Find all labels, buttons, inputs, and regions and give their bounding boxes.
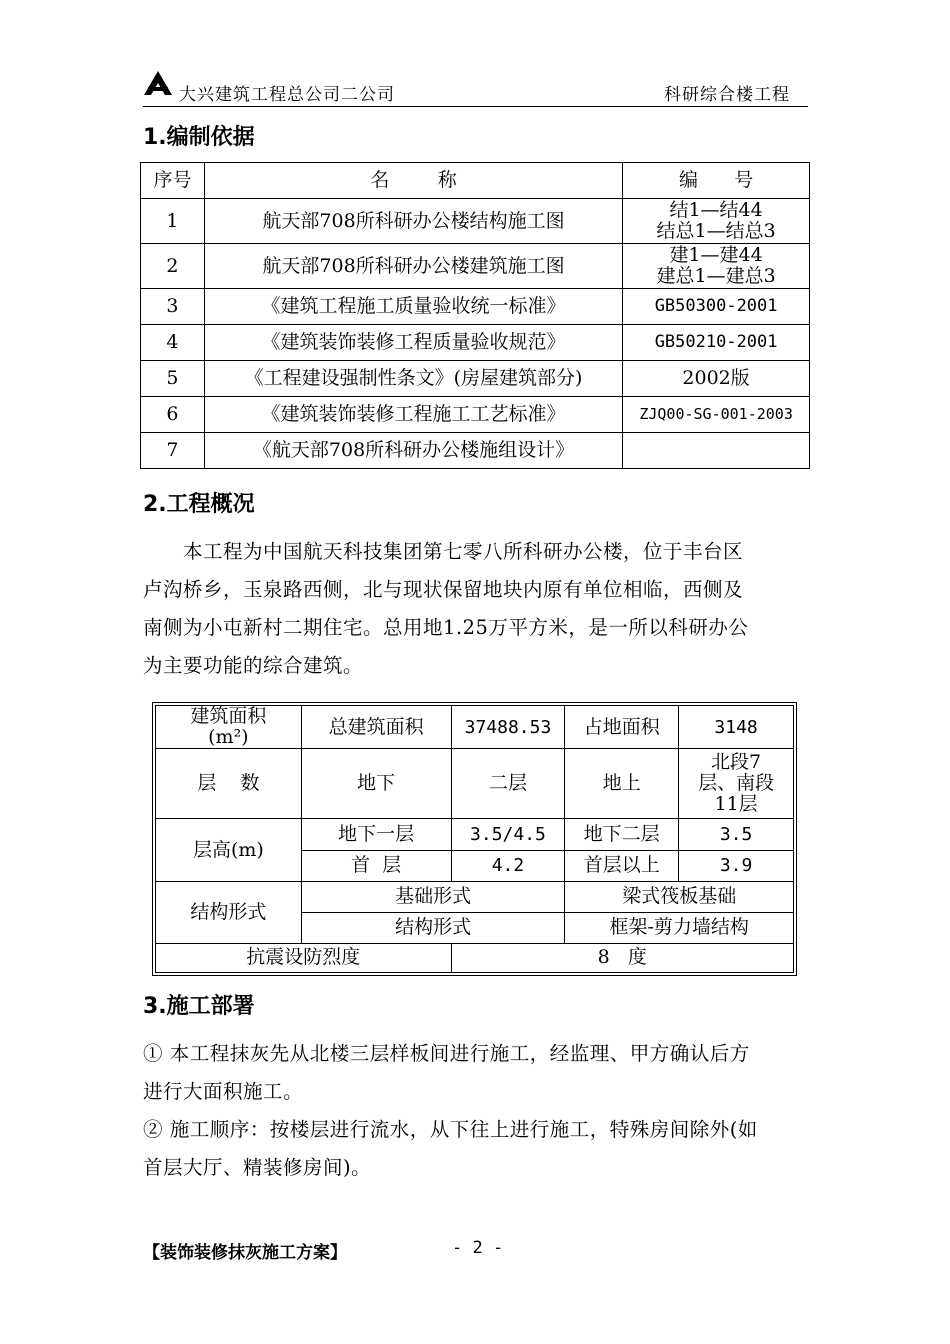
row-no: 7 [141, 433, 205, 469]
page-number: - 2 - [452, 1238, 504, 1258]
column-header: 序号 [141, 163, 205, 199]
f1-label: 首 层 [301, 850, 451, 881]
table-row [141, 289, 810, 325]
paragraph-line: ① 本工程抹灰先从北楼三层样板间进行施工，经监理、甲方确认后方 [143, 1042, 750, 1065]
overview-paragraph [143, 533, 810, 685]
row-no: 6 [141, 397, 205, 433]
table-row [141, 433, 810, 469]
company-logo-icon [143, 70, 173, 96]
row-no: 1 [141, 199, 205, 244]
height-label: 层高(m) [156, 819, 302, 881]
structure-form-value: 框架-剪力墙结构 [565, 912, 794, 943]
above-f1-value: 3.9 [679, 850, 794, 881]
row-name: 《建筑装饰装修工程施工工艺标准》 [204, 397, 622, 433]
row-code [623, 244, 810, 289]
area-label [156, 706, 302, 749]
column-header: 名 称 [204, 163, 622, 199]
row-code: GB50300-2001 [623, 289, 810, 325]
table-row [141, 199, 810, 244]
seismic-value: 8 度 [451, 943, 794, 972]
aboveground-line: 北段7 [711, 751, 762, 774]
row-no: 3 [141, 289, 205, 325]
row-code: GB50210-2001 [623, 325, 810, 361]
row-no: 4 [141, 325, 205, 361]
code-line: 结总1—结总3 [656, 220, 776, 242]
structure-form-label: 结构形式 [301, 912, 565, 943]
row-name: 《工程建设强制性条文》(房屋建筑部分) [204, 361, 622, 397]
project-name: 科研综合楼工程 [664, 85, 790, 105]
table-header-row [141, 163, 810, 199]
total-area-label: 总建筑面积 [301, 706, 451, 749]
site-area-value: 3148 [679, 706, 794, 749]
row-name: 航天部708所科研办公楼建筑施工图 [204, 244, 622, 289]
seismic-label: 抗震设防烈度 [156, 943, 452, 972]
area-label-unit: (m²) [208, 726, 249, 749]
row-name: 《建筑装饰装修工程质量验收规范》 [204, 325, 622, 361]
section2-title: 2.工程概况 [143, 492, 255, 517]
table-row [156, 881, 794, 912]
table-row [156, 706, 794, 749]
b1-label: 地下一层 [301, 819, 451, 850]
code-line: 建1—建44 [669, 244, 763, 266]
code-line: 结1—结44 [669, 199, 763, 221]
section1-title: 1.编制依据 [143, 125, 255, 150]
floors-label: 层 数 [156, 749, 302, 819]
code-line: 建总1—建总3 [656, 265, 776, 287]
overview-table-frame [152, 702, 797, 976]
row-name: 航天部708所科研办公楼结构施工图 [204, 199, 622, 244]
aboveground-line: 11层 [714, 793, 758, 816]
structure-label: 结构形式 [156, 881, 302, 943]
row-code: ZJQ00-SG-001-2003 [623, 397, 810, 433]
row-code: 2002版 [623, 361, 810, 397]
overview-table [155, 705, 794, 973]
row-no: 5 [141, 361, 205, 397]
area-label-line: 建筑面积 [190, 705, 267, 728]
b1-value: 3.5/4.5 [451, 819, 565, 850]
underground-value: 二层 [451, 749, 565, 819]
underground-label: 地下 [301, 749, 451, 819]
foundation-form-label: 基础形式 [301, 881, 565, 912]
section3-title: 3.施工部署 [143, 994, 255, 1019]
aboveground-label: 地上 [565, 749, 679, 819]
row-name: 《建筑工程施工质量验收统一标准》 [204, 289, 622, 325]
table-row [141, 244, 810, 289]
page-header [143, 68, 808, 107]
footer-document-title: 【装饰装修抹灰施工方案】 [143, 1243, 347, 1263]
table-row [156, 943, 794, 972]
paragraph-line: ② 施工顺序：按楼层进行流水，从下往上进行施工，特殊房间除外(如 [143, 1118, 758, 1141]
basis-table [140, 162, 810, 469]
table-row [141, 325, 810, 361]
row-name: 《航天部708所科研办公楼施组设计》 [204, 433, 622, 469]
b2-value: 3.5 [679, 819, 794, 850]
paragraph-line: 进行大面积施工。 [143, 1080, 304, 1103]
site-area-label: 占地面积 [565, 706, 679, 749]
row-no: 2 [141, 244, 205, 289]
foundation-form-value: 梁式筏板基础 [565, 881, 794, 912]
aboveground-value [679, 749, 794, 819]
paragraph-line: 南侧为小屯新村二期住宅。总用地1.25万平方米，是一所以科研办公 [143, 616, 749, 639]
paragraph-line: 本工程为中国航天科技集团第七零八所科研办公楼，位于丰台区 [183, 540, 744, 563]
row-code [623, 199, 810, 244]
deployment-paragraph [143, 1035, 810, 1187]
f1-value: 4.2 [451, 850, 565, 881]
table-row [156, 749, 794, 819]
table-row [141, 361, 810, 397]
row-code [623, 433, 810, 469]
b2-label: 地下二层 [565, 819, 679, 850]
company-name: 大兴建筑工程总公司二公司 [179, 85, 395, 105]
total-area-value: 37488.53 [451, 706, 565, 749]
above-f1-label: 首层以上 [565, 850, 679, 881]
aboveground-line: 层、南段 [698, 772, 775, 795]
column-header: 编 号 [623, 163, 810, 199]
paragraph-line: 卢沟桥乡，玉泉路西侧，北与现状保留地块内原有单位相临，西侧及 [143, 578, 744, 601]
table-row [141, 397, 810, 433]
table-row [156, 819, 794, 850]
paragraph-line: 首层大厅、精装修房间)。 [143, 1156, 372, 1179]
paragraph-line: 为主要功能的综合建筑。 [143, 654, 364, 677]
